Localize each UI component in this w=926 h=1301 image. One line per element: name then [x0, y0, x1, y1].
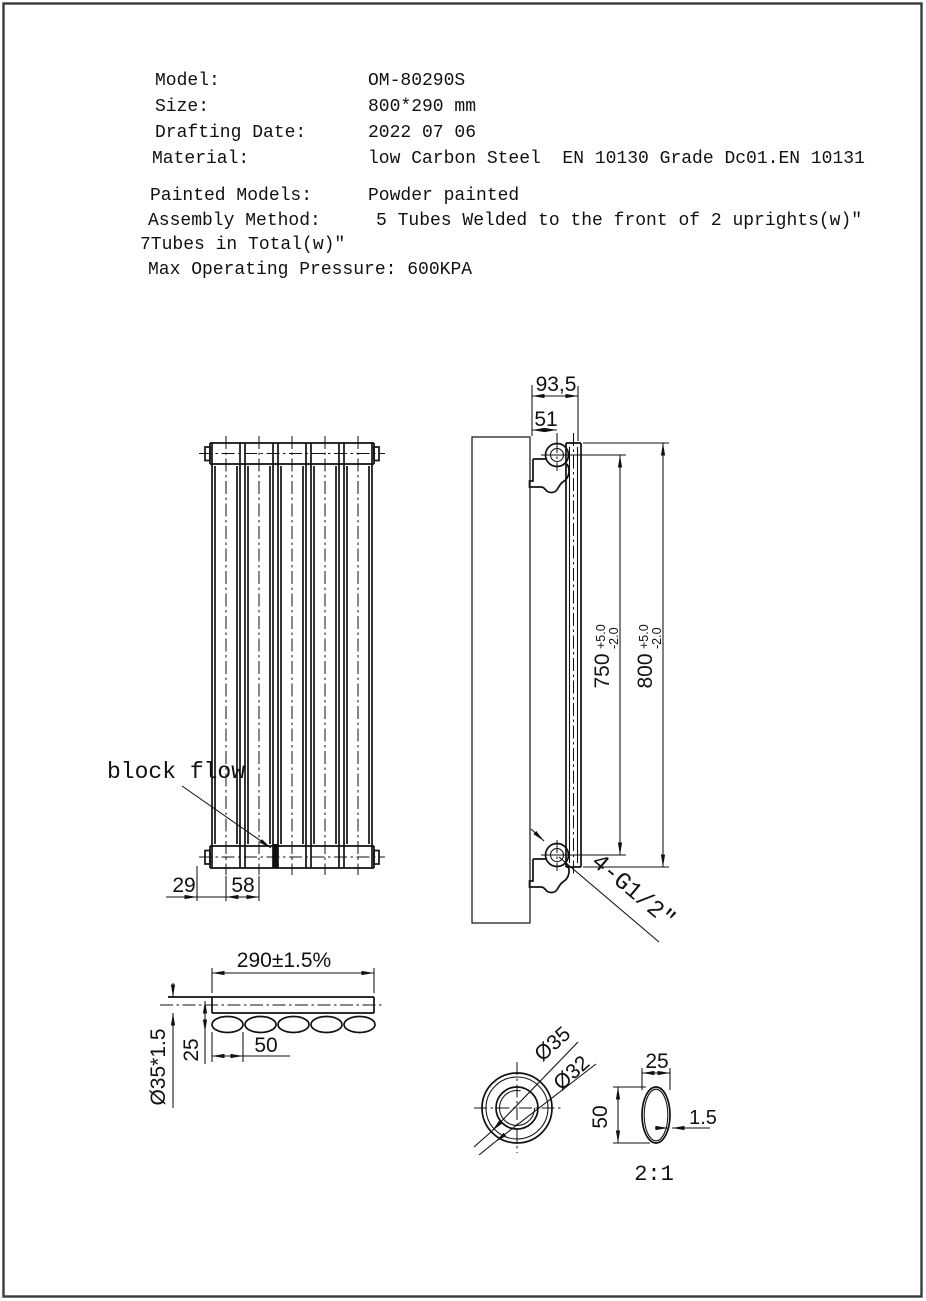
painted-models-label: Painted Models:: [150, 186, 313, 206]
flow-blocker-mark: [273, 844, 278, 868]
model-value: OM-80290S: [368, 71, 466, 91]
dim-front-offset: 29: [172, 874, 196, 897]
dim-front-pitch: 58: [231, 874, 255, 897]
dim-circle-inner: Ø32: [549, 1051, 595, 1095]
dim-oval-height: 50: [589, 1105, 612, 1129]
dim-oval-width: 25: [645, 1050, 669, 1073]
oval-outer: [642, 1087, 670, 1143]
max-pressure-line: Max Operating Pressure: 600KPA: [148, 260, 473, 280]
wall-bracket-top: [530, 440, 570, 493]
tube-section-2: [245, 1017, 276, 1033]
sheet-border: [4, 4, 922, 1297]
svg-text:-2.0: -2.0: [607, 627, 621, 649]
scale-label: 2:1: [634, 1162, 674, 1187]
detail-circle: [474, 1022, 596, 1155]
dim-circle-outer: Ø35: [530, 1022, 576, 1066]
block-flow-leader: [182, 786, 271, 848]
svg-text:750: 750: [591, 653, 614, 689]
dim-tube-offset: 25: [180, 1038, 203, 1062]
dim-oval-wall: 1.5: [689, 1107, 717, 1129]
block-flow-label: block flow: [107, 759, 246, 785]
tube-section-5: [344, 1017, 375, 1033]
top-view: [160, 997, 382, 1033]
brick-wall: [472, 437, 530, 923]
detail-oval: [589, 1050, 717, 1187]
material-value: low Carbon Steel EN 10130 Grade Dc01.EN 10131: [368, 149, 865, 169]
side-view: [472, 433, 581, 923]
drafting-date-label: Drafting Date:: [155, 123, 307, 143]
material-label: Material:: [152, 149, 250, 169]
tube-section-4: [311, 1017, 342, 1033]
side-dimensions: [531, 373, 680, 942]
size-label: Size:: [155, 97, 210, 117]
front-dimensions: [166, 866, 259, 901]
tube-section-1: [212, 1017, 243, 1033]
thread-label: 4-G1/2": [585, 849, 680, 935]
svg-text:+5.0: +5.0: [594, 624, 608, 649]
svg-text:+5.0: +5.0: [637, 624, 651, 649]
tubes-total-note: 7Tubes in Total(w)": [140, 235, 346, 255]
dim-height-800: [634, 624, 664, 688]
dim-header-tube: Ø35*1.5: [147, 1028, 170, 1106]
dim-tube-width: 50: [254, 1034, 278, 1057]
wall-bracket-bottom: [530, 840, 570, 893]
assembly-method-label: Assembly Method:: [148, 211, 321, 231]
oval-inner: [644, 1089, 668, 1141]
front-view: [199, 436, 385, 875]
svg-text:-2.0: -2.0: [650, 627, 664, 649]
assembly-method-value: 5 Tubes Welded to the front of 2 uprights(w)": [376, 211, 863, 231]
dim-height-750: [591, 624, 621, 688]
painted-models-value: Powder painted: [368, 186, 520, 206]
block-flow-annotation: [107, 759, 271, 848]
size-value: 800*290 mm: [368, 97, 477, 117]
dim-top-width: 290±1.5%: [236, 949, 332, 972]
svg-text:800: 800: [634, 653, 657, 689]
dim-bracket-offset: 51: [534, 408, 558, 431]
dim-wall-depth: 93,5: [535, 373, 577, 396]
drafting-date-value: 2022 07 06: [368, 123, 477, 143]
bracket-leader-arrow: [531, 829, 544, 841]
model-label: Model:: [155, 71, 220, 91]
tube-section-3: [278, 1017, 309, 1033]
